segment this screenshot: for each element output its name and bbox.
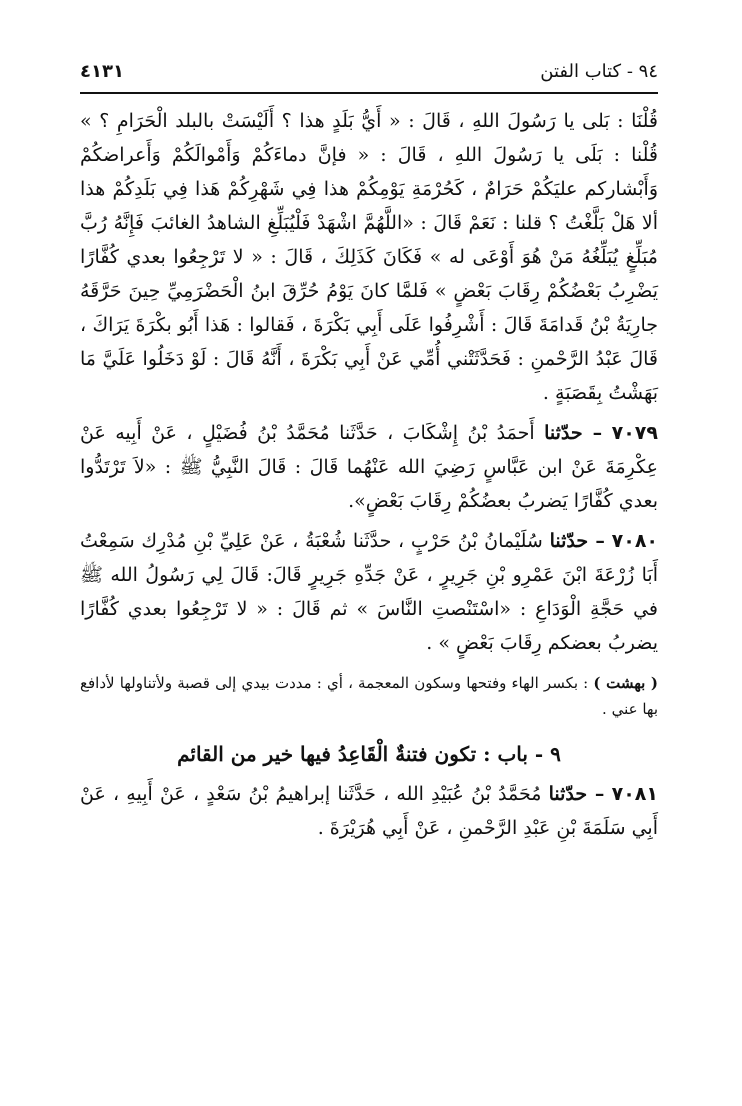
hadith-7080 xyxy=(80,524,658,660)
hadith-label: – xyxy=(582,422,603,444)
hadith-text: مُحَمَّدُ بْنُ عُبَيْدِ الله ، حَدَّثَنا إبراهيمُ بْنُ سَعْدٍ ، عَنْ أَبِيهِ ، عَنْ أَبِي سَلَمَةَ بْنِ عَبْدِ الرَّحْمنِ ، عَنْ أَبِي هُرَيْرَةَ . xyxy=(80,783,658,839)
running-header xyxy=(80,60,658,94)
hadith-label: – xyxy=(587,783,605,805)
body-text xyxy=(80,104,658,845)
hadith-number: ٧٠٨٠ xyxy=(611,530,659,552)
hadith-label: – xyxy=(588,530,605,552)
hadith-number: ٧٠٨١ xyxy=(611,783,658,805)
hadith-label-text: حدّثنا xyxy=(544,422,583,444)
chapter-heading: ٩ - باب : تكون فتنةٌ الْقَاعِدُ فيها خير من القائم xyxy=(177,742,561,766)
hadith-label-text: حدّثنا xyxy=(549,530,589,552)
note-text: : بكسر الهاء وفتحها وسكون المعجمة ، أي : مددت بيدي إلى قصبة ولأتناولها لأدافع بها عني . xyxy=(80,674,658,718)
hadith-number: ٧٠٧٩ xyxy=(611,422,658,444)
paragraph-continuation: قُلْنَا : بَلى يا رَسُولَ اللهِ ، قَالَ : « أَيُّ بَلَدٍ هذا ؟ أَلَيْسَتْ بالبلد الْحَرَامِ ؟ » قُلْنا : بَلَى يا رَسُولَ اللهِ ، قَالَ : « فإنَّ دماءَكُمْ وَأَمْوالَكُمْ وَأَعراضكُمْ وَأَبْشاركم عليَكُمْ حَرَامٌ ، كَحُرْمَةِ يَوْمِكُمْ هذا فِي شَهْرِكُمْ هَذا فِي بَلَدِكُمْ هذا ألا هَلْ بَلَّغْتُ ؟ قلنا : نَعَمْ قَالَ : «اللَّهُمَّ اشْهَدْ فَلْيُبَلِّغِ الشاهدُ الغائبَ فَإِنَّهُ رُبَّ مُبَلِّغٍ يُبَلِّغُهُ مَنْ هُوَ أَوْعَى له » فَكَانَ كَذَلِكَ ، قَالَ : « لا تَرْجِعُوا بعدي كُفَّارًا يَضْرِبُ بَعْضُكُمْ رِقَابَ بَعْضٍ » فَلمَّا كانَ يَوْمُ حُرِّقَ ابنُ الْحَضْرَمِيِّ حِينَ حَرَّقَهُ جارِيَةُ بْنُ قَدامَةَ قَالَ : أَشْرِفُوا عَلَى أَبِي بَكْرَةَ ، فَقالوا : هَذا أَبُو بكْرَةَ يَرَاكَ ، قَالَ عَبْدُ الرَّحْمنِ : فَحَدَّثَتْني أُمِّي عَنْ أَبِي بَكْرَةَ ، أَنَّهُ قَالَ : لَوْ دَخَلُوا عَلَيَّ مَا بَهَشْتُ بِقَصَبَةٍ . xyxy=(80,110,658,404)
hadith-7079 xyxy=(80,416,658,518)
hadith-text: سُلَيْمانُ بْنُ حَرْبٍ ، حدَّثَنا شُعْبَةُ ، عَنْ عَلِيِّ بْنِ مُدْرِك سَمِعْتُ أَبَا زُرْعَةَ ابْنَ عَمْرِو بْنِ جَرِيرٍ ، عَنْ جَدِّهِ جَرِيرٍ قَالَ: قَالَ لِي رَسُولُ الله ﷺ في حَجَّةِ الْوَدَاعِ : «اسْتَنْصتِ النَّاسَ » ثم قَالَ : « لا تَرْجِعُوا بعدي كُفَّارًا يضربُ بعضكم رِقَابَ بَعْضٍ » . xyxy=(80,530,658,654)
hadith-7081 xyxy=(80,777,658,845)
hadith-label-text: حدّثنا xyxy=(548,783,588,805)
page-number: ٤١٣١ xyxy=(80,61,124,82)
note-label: ( بهشت ) xyxy=(593,674,658,692)
glossary-note xyxy=(80,670,658,722)
running-title: ٩٤ - كتاب الفتن xyxy=(540,61,658,82)
hadith-text: أَحمَدُ بْنُ إِشْكَابَ ، حَدَّثَنا مُحَمَّدُ بْنُ فُضَيْلٍ ، عَنْ أَبِيه عَنْ عِكْرِمَةَ عَنْ ابن عَبَّاسٍ رَضِيَ الله عَنْهُما قَالَ : قَالَ النَّبِيُّ ﷺ : «لاَ تَرْتَدُّوا بعدي كُفَّارًا يَضربُ بعضُكُمْ رِقَابَ بَعْضٍ». xyxy=(80,422,658,512)
book-page xyxy=(80,60,658,845)
